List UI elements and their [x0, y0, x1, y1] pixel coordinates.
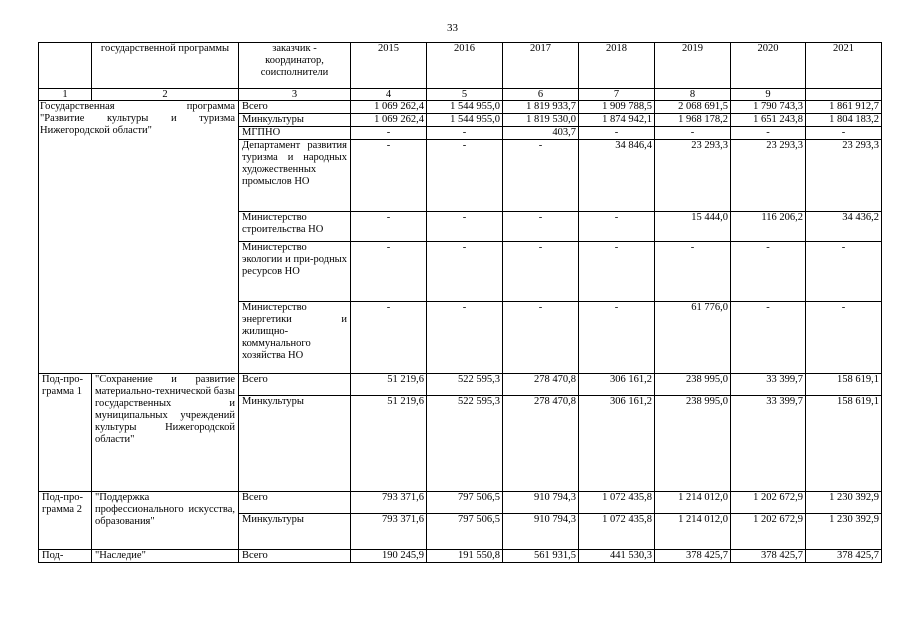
column-number: 3	[239, 89, 351, 101]
value-cell: 1 202 672,9	[731, 514, 806, 550]
value-cell: 378 425,7	[731, 550, 806, 563]
value-cell: -	[579, 127, 655, 140]
value-cell: 1 069 262,4	[351, 114, 427, 127]
header-year: 2019	[655, 43, 731, 89]
value-cell: -	[731, 242, 806, 302]
value-cell: 797 506,5	[427, 514, 503, 550]
value-cell: 61 776,0	[655, 302, 731, 374]
value-cell: 910 794,3	[503, 514, 579, 550]
value-cell: 33 399,7	[731, 396, 806, 492]
value-cell: -	[351, 140, 427, 212]
header-year: 2016	[427, 43, 503, 89]
value-cell: 1 230 392,9	[806, 514, 882, 550]
value-cell: 1 072 435,8	[579, 514, 655, 550]
subprogram-label: Под-про-грамма 1	[39, 374, 92, 492]
value-cell: -	[806, 302, 882, 374]
executor-cell: Всего	[239, 550, 351, 563]
value-cell: 441 530,3	[579, 550, 655, 563]
executor-cell: Департамент развития туризма и народных художественных промыслов НО	[239, 140, 351, 212]
executor-cell: Минкультуры	[239, 514, 351, 550]
value-cell: -	[503, 212, 579, 242]
header-program-name: государственной программы	[92, 43, 239, 89]
value-cell: 797 506,5	[427, 492, 503, 514]
header-year: 2021	[806, 43, 882, 89]
executor-cell: Министерство строительства НО	[239, 212, 351, 242]
value-cell: 1 819 530,0	[503, 114, 579, 127]
executor-cell: Минкультуры	[239, 396, 351, 492]
header-customer: заказчик - координатор, соисполнители	[239, 43, 351, 89]
value-cell: 51 219,6	[351, 396, 427, 492]
table-row	[39, 374, 882, 396]
value-cell: -	[351, 242, 427, 302]
value-cell: 1 214 012,0	[655, 492, 731, 514]
executor-cell: МГПНО	[239, 127, 351, 140]
state-program-name-line1a: Государственная	[40, 101, 115, 112]
value-cell: 23 293,3	[806, 140, 882, 212]
value-cell: 34 436,2	[806, 212, 882, 242]
value-cell: -	[731, 127, 806, 140]
header-year: 2017	[503, 43, 579, 89]
value-cell: -	[806, 127, 882, 140]
value-cell: 910 794,3	[503, 492, 579, 514]
value-cell: -	[579, 242, 655, 302]
value-cell: 1 544 955,0	[427, 114, 503, 127]
budget-table	[38, 42, 882, 563]
value-cell: -	[351, 302, 427, 374]
executor-cell: Министерство энергетики и жилищно-коммунального хозяйства НО	[239, 302, 351, 374]
value-cell: 378 425,7	[655, 550, 731, 563]
value-cell: -	[655, 127, 731, 140]
value-cell: 306 161,2	[579, 374, 655, 396]
column-number: 7	[579, 89, 655, 101]
value-cell: 51 219,6	[351, 374, 427, 396]
value-cell: 522 595,3	[427, 396, 503, 492]
state-program-name-line1	[40, 101, 235, 113]
value-cell: 1 804 183,2	[806, 114, 882, 127]
value-cell: 33 399,7	[731, 374, 806, 396]
column-number	[806, 89, 882, 101]
executor-cell: Министерство экологии и при-родных ресурсов НО	[239, 242, 351, 302]
value-cell: -	[503, 302, 579, 374]
subprogram-name: "Наследие"	[92, 550, 239, 563]
value-cell: 1 214 012,0	[655, 514, 731, 550]
executor-cell: Всего	[239, 101, 351, 114]
value-cell: -	[351, 127, 427, 140]
value-cell: -	[427, 140, 503, 212]
page-number: 33	[447, 22, 458, 34]
header-year: 2015	[351, 43, 427, 89]
value-cell: 306 161,2	[579, 396, 655, 492]
value-cell: 238 995,0	[655, 374, 731, 396]
executor-cell: Минкультуры	[239, 114, 351, 127]
value-cell: 34 846,4	[579, 140, 655, 212]
value-cell: 1 069 262,4	[351, 101, 427, 114]
value-cell: 158 619,1	[806, 374, 882, 396]
header-year: 2020	[731, 43, 806, 89]
executor-cell: Всего	[239, 374, 351, 396]
value-cell: 1 968 178,2	[655, 114, 731, 127]
column-number-row	[39, 89, 882, 101]
header-row	[39, 43, 882, 89]
executor-cell: Всего	[239, 492, 351, 514]
value-cell: -	[731, 302, 806, 374]
value-cell: 561 931,5	[503, 550, 579, 563]
value-cell: 278 470,8	[503, 374, 579, 396]
value-cell: 278 470,8	[503, 396, 579, 492]
value-cell: 1 544 955,0	[427, 101, 503, 114]
value-cell: 1 202 672,9	[731, 492, 806, 514]
value-cell: -	[427, 302, 503, 374]
value-cell: 1 909 788,5	[579, 101, 655, 114]
value-cell: 378 425,7	[806, 550, 882, 563]
value-cell: 2 068 691,5	[655, 101, 731, 114]
value-cell: -	[503, 242, 579, 302]
value-cell: -	[806, 242, 882, 302]
value-cell: 1 230 392,9	[806, 492, 882, 514]
table-row	[39, 550, 882, 563]
column-number: 4	[351, 89, 427, 101]
value-cell: 23 293,3	[655, 140, 731, 212]
value-cell: -	[655, 242, 731, 302]
value-cell: 1 072 435,8	[579, 492, 655, 514]
state-program-name-line1b: программа	[186, 101, 235, 112]
value-cell: -	[503, 140, 579, 212]
value-cell: 238 995,0	[655, 396, 731, 492]
value-cell: 1 651 243,8	[731, 114, 806, 127]
column-number: 2	[92, 89, 239, 101]
value-cell: -	[427, 127, 503, 140]
table-row	[39, 101, 882, 114]
subprogram-name: "Поддержка профессионального искусства, образования"	[92, 492, 239, 550]
table-row	[39, 492, 882, 514]
column-number: 5	[427, 89, 503, 101]
value-cell: 1 861 912,7	[806, 101, 882, 114]
value-cell: 1 874 942,1	[579, 114, 655, 127]
column-number: 8	[655, 89, 731, 101]
value-cell: 793 371,6	[351, 514, 427, 550]
value-cell: -	[351, 212, 427, 242]
value-cell: 158 619,1	[806, 396, 882, 492]
value-cell: 191 550,8	[427, 550, 503, 563]
value-cell: 15 444,0	[655, 212, 731, 242]
value-cell: 522 595,3	[427, 374, 503, 396]
subprogram-label: Под-	[39, 550, 92, 563]
value-cell: -	[427, 212, 503, 242]
value-cell: 403,7	[503, 127, 579, 140]
state-program-name	[39, 101, 239, 374]
value-cell: 1 790 743,3	[731, 101, 806, 114]
column-number: 6	[503, 89, 579, 101]
value-cell: -	[427, 242, 503, 302]
value-cell: 793 371,6	[351, 492, 427, 514]
value-cell: 1 819 933,7	[503, 101, 579, 114]
value-cell: -	[579, 302, 655, 374]
subprogram-label: Под-про-грамма 2	[39, 492, 92, 550]
state-program-name-line3: Нижегородской области"	[40, 125, 152, 136]
header-cell-1	[39, 43, 92, 89]
value-cell: 116 206,2	[731, 212, 806, 242]
header-year: 2018	[579, 43, 655, 89]
column-number: 1	[39, 89, 92, 101]
column-number: 9	[731, 89, 806, 101]
state-program-name-line2: "Развитие культуры и туризма	[40, 113, 235, 124]
value-cell: 23 293,3	[731, 140, 806, 212]
subprogram-name: "Сохранение и развитие материально-технической базы государственных и муниципальных учреждений культуры Нижегородской области"	[92, 374, 239, 492]
value-cell: 190 245,9	[351, 550, 427, 563]
value-cell: -	[579, 212, 655, 242]
